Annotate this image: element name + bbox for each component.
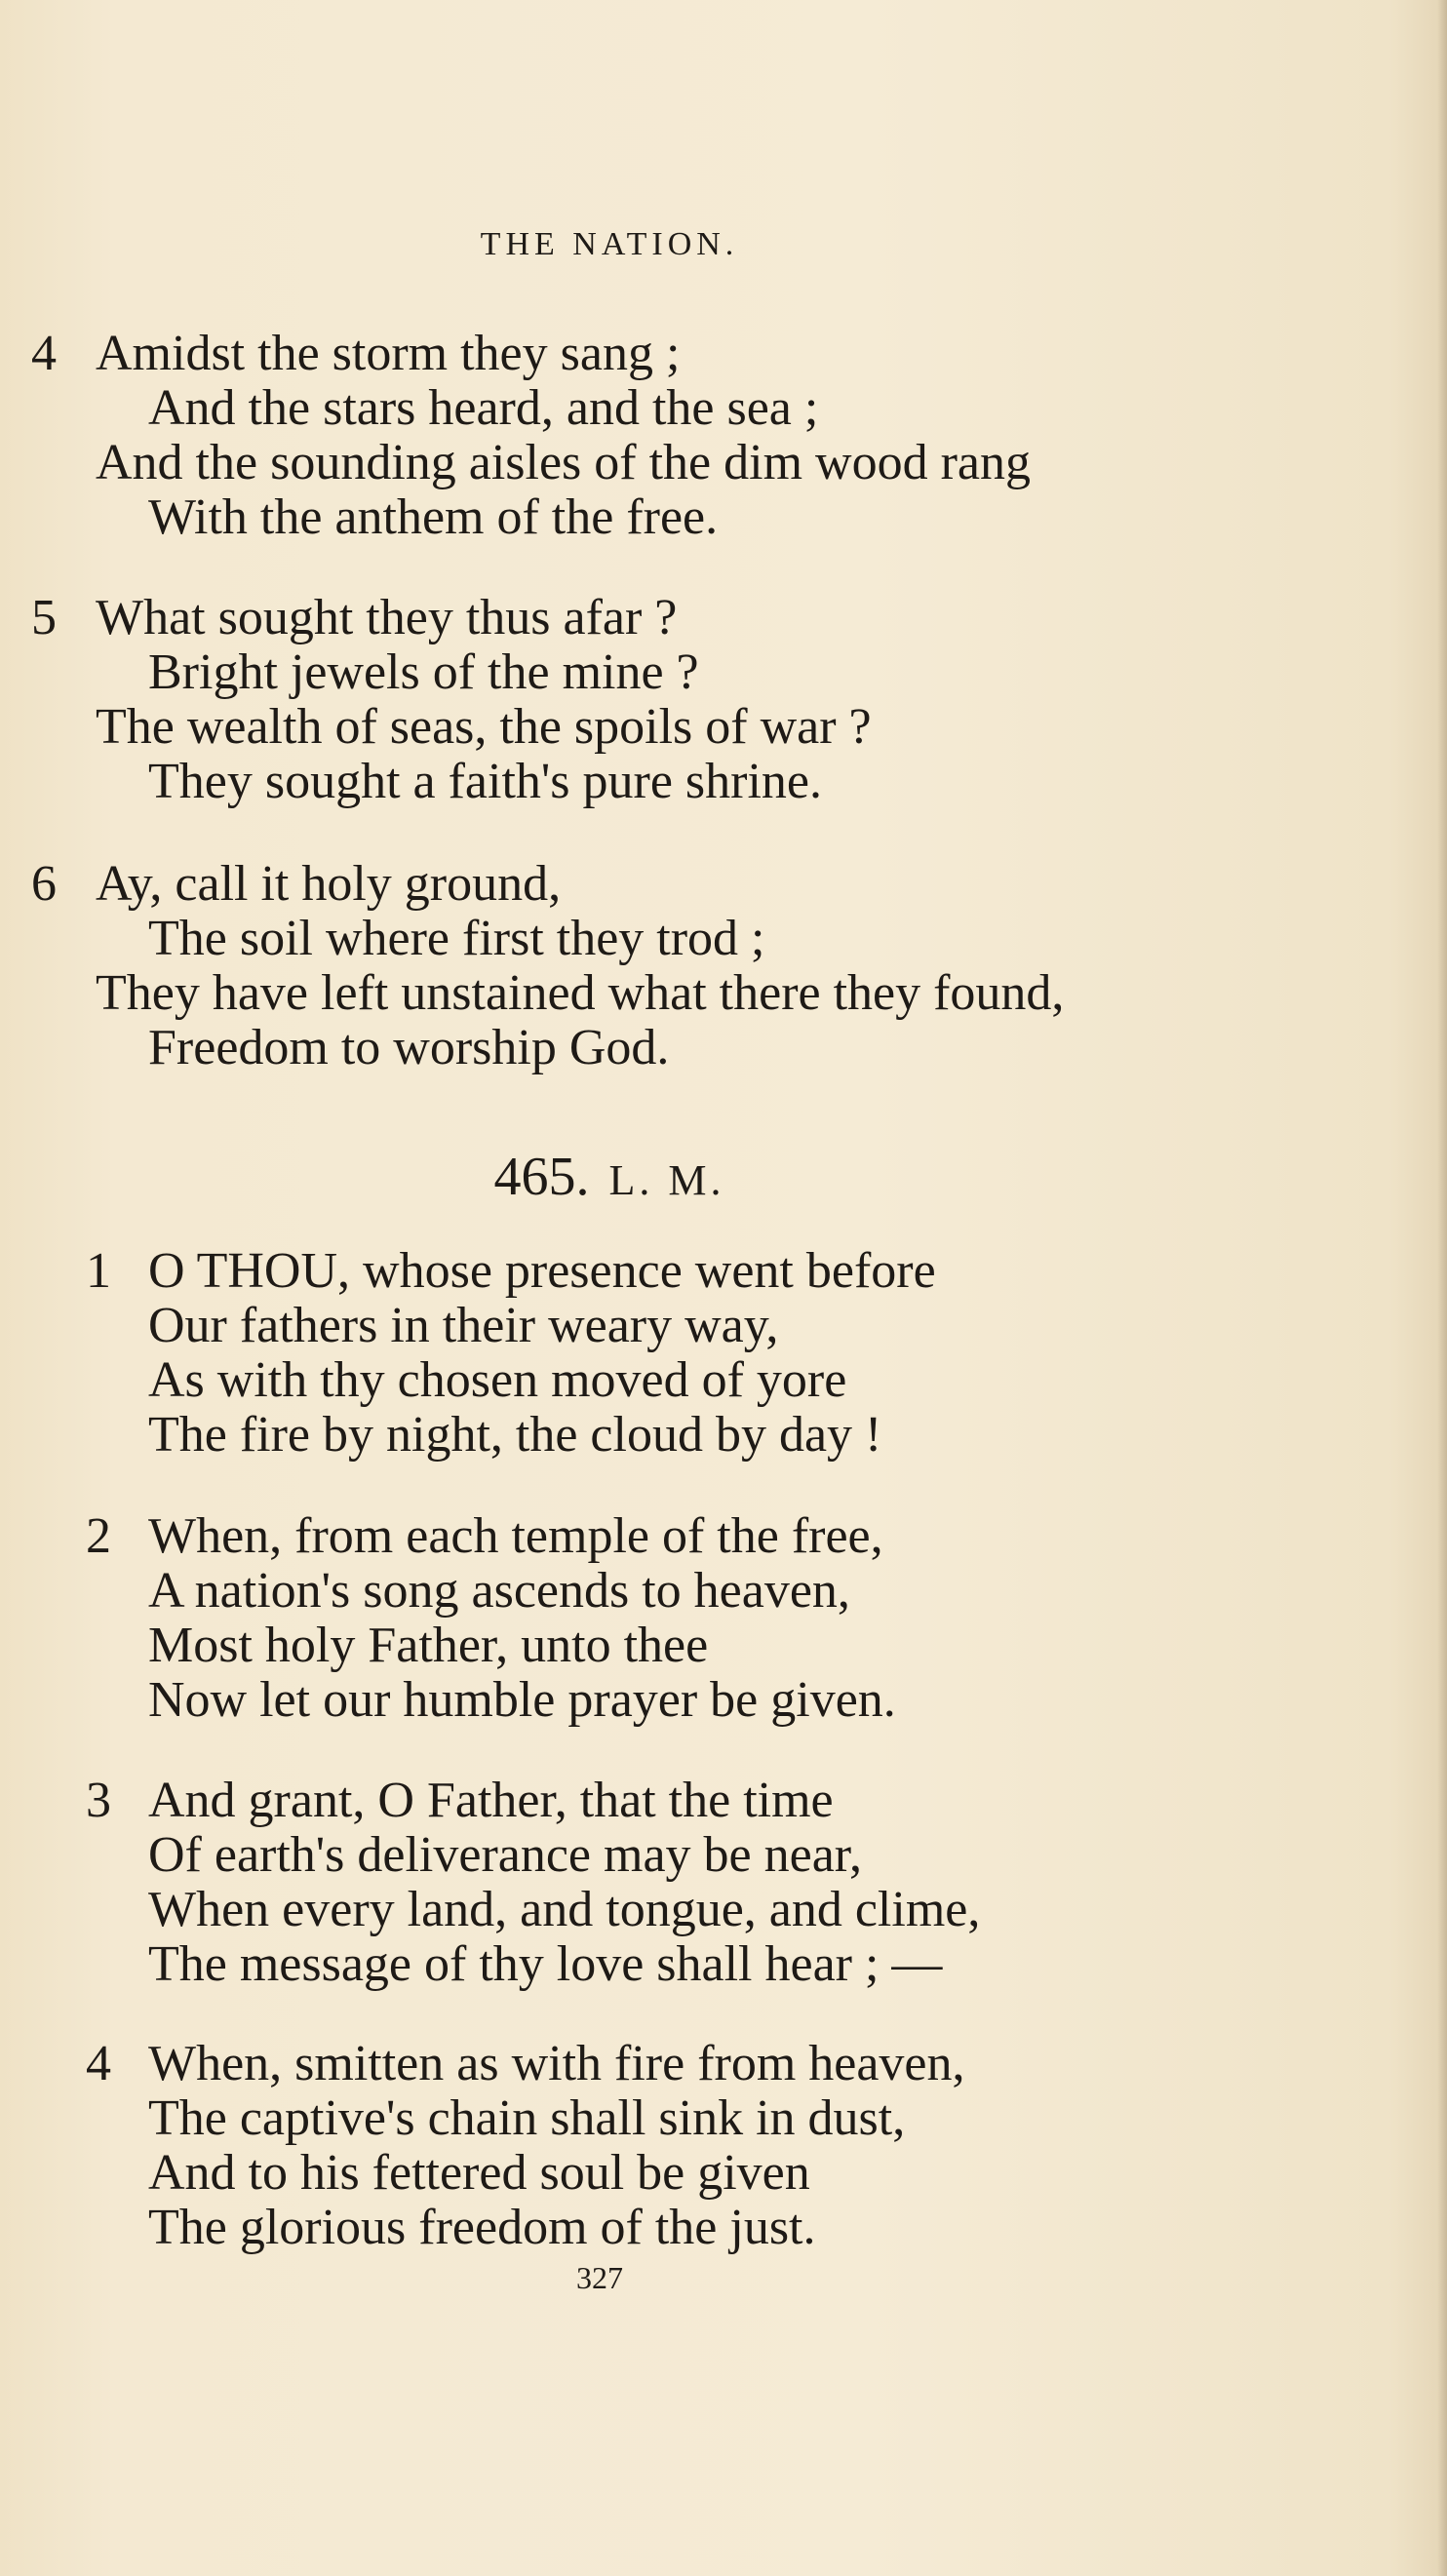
- verse-line: Amidst the storm they sang ;: [96, 326, 681, 381]
- page-edge-shadow: [1437, 0, 1447, 2576]
- verse-line: When every land, and tongue, and clime,: [148, 1882, 981, 1937]
- verse-line: They have left unstained what there they found,: [96, 965, 1065, 1021]
- verse-line: And grant, O Father, that the time: [148, 1773, 834, 1828]
- hymn-heading: [0, 1146, 1219, 1208]
- verse-line: The captive's chain shall sink in dust,: [148, 2090, 906, 2146]
- stanza-number: 5: [31, 590, 57, 645]
- stanza-number: 1: [86, 1243, 111, 1299]
- verse-line: And the stars heard, and the sea ;: [148, 380, 819, 436]
- verse-line: When, smitten as with fire from heaven,: [148, 2036, 965, 2091]
- verse-line: A nation's song ascends to heaven,: [148, 1563, 850, 1619]
- verse-line: As with thy chosen moved of yore: [148, 1352, 847, 1408]
- verse-line: With the anthem of the free.: [148, 489, 719, 545]
- stanza-number: 6: [31, 856, 57, 912]
- running-head: THE NATION.: [480, 226, 739, 262]
- verse-line: The glorious freedom of the just.: [148, 2200, 816, 2255]
- verse-line: Freedom to worship God.: [148, 1020, 670, 1075]
- stanza-number: 4: [86, 2036, 111, 2091]
- verse-line: They sought a faith's pure shrine.: [148, 754, 822, 809]
- stanza-number: 4: [31, 326, 57, 381]
- stanza-number: 2: [86, 1508, 111, 1564]
- verse-line: Ay, call it holy ground,: [96, 856, 562, 912]
- verse-line: What sought they thus afar ?: [96, 590, 678, 645]
- verse-line: Our fathers in their weary way,: [148, 1298, 779, 1353]
- verse-line: The fire by night, the cloud by day !: [148, 1407, 882, 1463]
- stanza-number: 3: [86, 1773, 111, 1828]
- verse-line: The wealth of seas, the spoils of war ?: [96, 699, 872, 755]
- verse-line: The soil where first they trod ;: [148, 911, 765, 966]
- verse-line: Of earth's deliverance may be near,: [148, 1827, 863, 1883]
- hymn-meter: L. M.: [608, 1156, 725, 1204]
- verse-line: Most holy Father, unto thee: [148, 1618, 709, 1673]
- verse-line: The message of thy love shall hear ; —: [148, 1936, 943, 1992]
- verse-line: O THOU, whose presence went before: [148, 1243, 936, 1299]
- hymn-number: 465.: [493, 1147, 590, 1207]
- verse-line: And to his fettered soul be given: [148, 2145, 810, 2201]
- verse-line: Bright jewels of the mine ?: [148, 644, 699, 700]
- page-number: 327: [576, 2260, 623, 2295]
- verse-line: And the sounding aisles of the dim wood rang: [96, 435, 1031, 490]
- verse-line: When, from each temple of the free,: [148, 1508, 883, 1564]
- verse-line: Now let our humble prayer be given.: [148, 1672, 896, 1728]
